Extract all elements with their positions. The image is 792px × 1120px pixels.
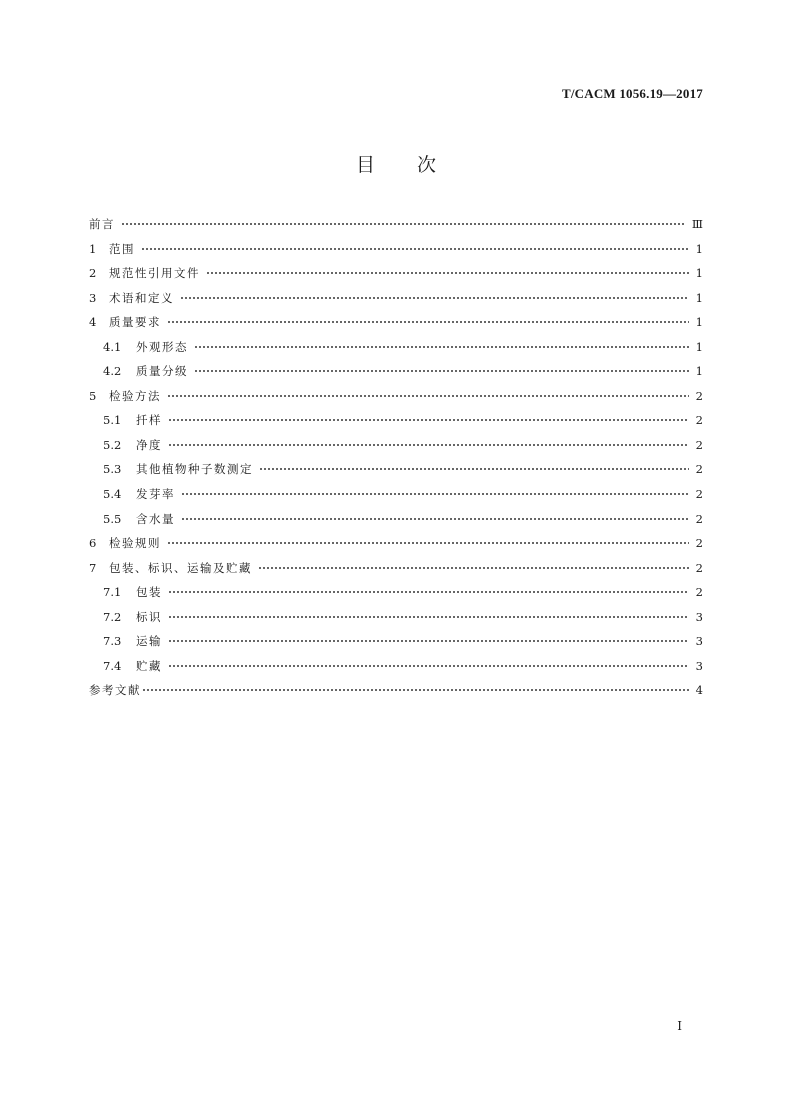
toc-entry-number: 7.2 (103, 609, 122, 624)
toc-dot-leader (167, 321, 689, 323)
toc-entry-number: 5.5 (103, 511, 122, 526)
toc-entry[interactable] (89, 535, 703, 560)
toc-entry[interactable] (89, 314, 703, 339)
toc-entry-label: 标识 (136, 609, 162, 624)
toc-entry-number: 3 (89, 290, 97, 305)
toc-entry-label: 含水量 (136, 511, 175, 526)
toc-entry-label: 范围 (109, 241, 135, 256)
toc-entry-page: 2 (695, 560, 703, 575)
toc-entry[interactable] (89, 584, 703, 609)
toc-entry-page: 2 (695, 413, 703, 428)
toc-entry-label: 贮藏 (136, 658, 162, 673)
toc-entry-label: 前言 (89, 217, 115, 231)
toc-entry[interactable] (89, 658, 703, 683)
toc-entry-number: 4.2 (103, 364, 122, 379)
toc-dot-leader (194, 370, 689, 372)
toc-entry-number: 1 (89, 241, 97, 256)
toc-dot-leader (181, 518, 689, 520)
toc-entry[interactable] (89, 216, 703, 241)
toc-entry[interactable] (89, 633, 703, 658)
toc-entry[interactable] (89, 560, 703, 585)
toc-entry[interactable] (89, 682, 703, 707)
toc-dot-leader (141, 248, 689, 250)
toc-dot-leader (259, 468, 689, 470)
toc-entry-label: 净度 (136, 437, 162, 452)
toc-dot-leader (167, 542, 689, 544)
toc-entry-label: 质量分级 (136, 364, 188, 379)
toc-entry[interactable] (89, 461, 703, 486)
toc-entry-page: 1 (695, 241, 703, 256)
toc-entry-label: 规范性引用文件 (109, 266, 200, 281)
toc-entry-number: 5.2 (103, 437, 122, 452)
toc-entry-number: 6 (89, 536, 97, 551)
toc-entry-label: 外观形态 (136, 339, 188, 354)
toc-entry-label: 扦样 (136, 413, 162, 428)
toc-dot-leader (142, 689, 689, 691)
toc-entry-page: 3 (695, 658, 703, 673)
toc-entry-page: 3 (695, 609, 703, 624)
toc-entry[interactable] (89, 486, 703, 511)
toc-entry-label: 包装 (136, 585, 162, 600)
toc-entry-label: 包装、标识、运输及贮藏 (109, 560, 252, 575)
toc-entry[interactable] (89, 511, 703, 536)
toc-entry-page: 2 (695, 462, 703, 477)
toc-entry-page: 3 (695, 634, 703, 649)
toc-entry-label: 检验方法 (109, 388, 161, 403)
toc-entry-page: 2 (695, 487, 703, 502)
toc-entry-page: 1 (695, 339, 703, 354)
page-number: I (677, 1019, 682, 1033)
toc-dot-leader (121, 223, 686, 225)
toc-entry[interactable] (89, 412, 703, 437)
toc-dot-leader (180, 297, 689, 299)
toc-entry-label: 发芽率 (136, 487, 175, 502)
toc-entry-number: 7 (89, 560, 97, 575)
toc-entry-number: 7.1 (103, 585, 122, 600)
toc-dot-leader (206, 272, 689, 274)
toc-entry-page: 2 (695, 511, 703, 526)
toc-dot-leader (167, 395, 689, 397)
toc-entry-page: 2 (695, 585, 703, 600)
document-code: T/CACM 1056.19—2017 (561, 86, 703, 101)
toc-entry-page: 1 (695, 315, 703, 330)
toc-entry-label: 参考文献 (89, 683, 141, 698)
toc-entry-label: 术语和定义 (109, 290, 174, 305)
toc-dot-leader (168, 665, 689, 667)
toc-entry-number: 4.1 (103, 339, 122, 354)
toc-entry-number: 7.4 (103, 658, 122, 673)
toc-entry-label: 质量要求 (109, 315, 161, 330)
toc-entry[interactable] (89, 363, 703, 388)
table-of-contents (89, 216, 703, 707)
toc-entry-number: 5.1 (103, 413, 122, 428)
toc-entry-label: 其他植物种子数测定 (136, 462, 253, 477)
toc-entry[interactable] (89, 339, 703, 364)
toc-entry-number: 5.4 (103, 487, 122, 502)
toc-entry[interactable] (89, 241, 703, 266)
toc-entry-number: 2 (89, 266, 97, 281)
toc-entry-page: Ⅲ (691, 217, 703, 231)
toc-entry-number: 5 (89, 388, 97, 403)
toc-entry-page: 2 (695, 536, 703, 551)
toc-dot-leader (194, 346, 689, 348)
toc-dot-leader (168, 591, 689, 593)
toc-entry-page: 1 (695, 266, 703, 281)
toc-dot-leader (168, 444, 689, 446)
toc-entry[interactable] (89, 388, 703, 413)
toc-entry[interactable] (89, 265, 703, 290)
toc-entry-page: 1 (695, 364, 703, 379)
toc-entry-page: 4 (695, 683, 703, 698)
toc-entry-page: 1 (695, 290, 703, 305)
toc-dot-leader (168, 640, 689, 642)
toc-entry-page: 2 (695, 437, 703, 452)
toc-entry[interactable] (89, 437, 703, 462)
toc-dot-leader (258, 567, 689, 569)
toc-dot-leader (168, 616, 689, 618)
toc-entry-number: 7.3 (103, 634, 122, 649)
toc-dot-leader (181, 493, 689, 495)
toc-entry[interactable] (89, 609, 703, 634)
toc-entry-number: 5.3 (103, 462, 122, 477)
toc-entry-label: 检验规则 (109, 536, 161, 551)
toc-entry-number: 4 (89, 315, 97, 330)
toc-entry-label: 运输 (136, 634, 162, 649)
toc-dot-leader (168, 419, 689, 421)
page-title: 目次 (355, 154, 478, 176)
toc-entry-page: 2 (695, 388, 703, 403)
toc-entry[interactable] (89, 290, 703, 315)
